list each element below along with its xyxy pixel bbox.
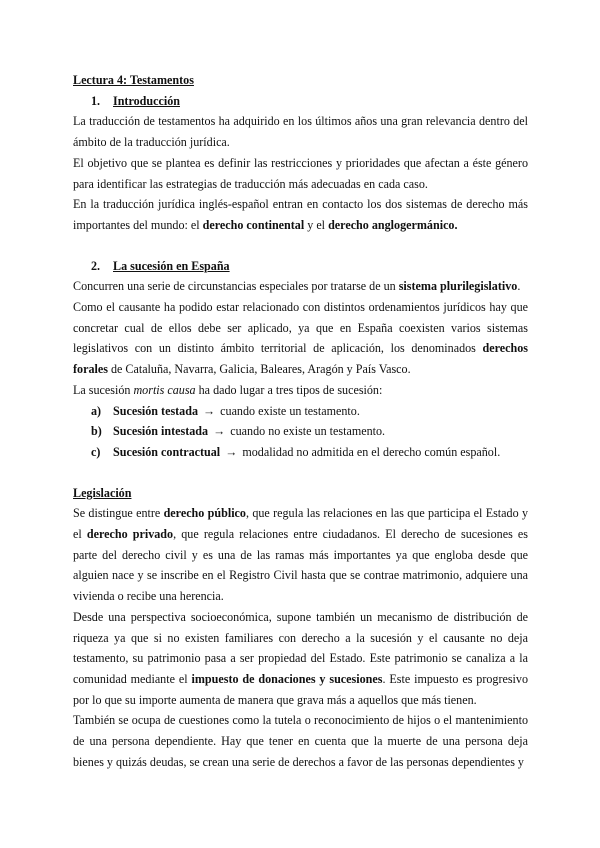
spacer xyxy=(73,236,528,256)
paragraph xyxy=(73,503,528,607)
bold-term: Sucesión intestada xyxy=(113,424,209,439)
section-number: 2. xyxy=(91,258,101,273)
section-title: La sucesión en España xyxy=(113,258,230,273)
paragraph xyxy=(73,297,528,380)
text-run: Concurren una serie de circunstancias especiales por tratarse de un xyxy=(73,279,399,294)
list-desc: modalidad no admitida en el derecho común español. xyxy=(239,444,501,459)
text-run: de Cataluña, Navarra, Galicia, Baleares, Aragón y País Vasco. xyxy=(107,362,411,377)
bold-term: Sucesión testada xyxy=(113,403,198,418)
section-number: 1. xyxy=(91,93,101,108)
section-heading-legislacion xyxy=(73,483,528,504)
succession-types-list xyxy=(73,401,528,463)
paragraph xyxy=(73,194,528,235)
list-item xyxy=(73,401,528,422)
section-heading-sucesion xyxy=(73,256,528,277)
paragraph: El objetivo que se plantea es definir las restricciones y prioridades que afectan a éste género para identificar las estrategias de traducción más adecuadas en cada caso. xyxy=(73,155,528,191)
text-run: . Este impuesto es progresivo por lo que su importe aumenta de manera que grava más a aquellos que más tienen. xyxy=(73,671,529,707)
list-item xyxy=(73,421,528,442)
paragraph xyxy=(73,276,528,297)
paragraph xyxy=(73,607,528,711)
bold-term: sistema plurilegislativo xyxy=(398,279,518,294)
arrow-icon: → xyxy=(203,403,216,418)
list-label: b) xyxy=(91,424,102,439)
text-run: Desde una perspectiva socioeconómica, supone también un mecanismo de distribución de riqueza ya que si no existen familiares con derecho a la sucesión y el causante no deja testamento, su patrimonio pasa a ser propiedad del Estado. Este patrimonio se canaliza a la comunidad mediante el xyxy=(73,609,528,686)
list-label: c) xyxy=(91,444,101,459)
text-run: La sucesión xyxy=(73,382,134,397)
spacer xyxy=(73,463,528,483)
bold-term: derecho privado xyxy=(86,527,174,542)
bold-term: impuesto de donaciones y sucesiones xyxy=(191,671,383,686)
text-run: , que regula las relaciones en las que participa el Estado y el xyxy=(73,506,528,542)
list-item xyxy=(73,442,528,463)
bold-term: derecho continental xyxy=(202,217,305,232)
text-run: Como el causante ha podido estar relacionado con distintos ordenamientos jurídicos hay que concretar cual de ellos debe ser aplicado, ya que en España coexisten varios sistemas legislativos con un distinto ámbito territorial de aplicación, los denominados xyxy=(73,300,528,356)
bold-term: derecho público xyxy=(163,506,246,521)
paragraph: También se ocupa de cuestiones como la tutela o reconocimiento de hijos o el mantenimiento de una persona dependiente. Hay que tener en cuenta que la muerte de una persona deja bienes y quizás deudas, se crean una serie de derechos a favor de las personas dependientes y xyxy=(73,713,528,769)
list-desc: cuando existe un testamento. xyxy=(217,403,360,418)
bold-term: Sucesión contractual xyxy=(113,444,221,459)
arrow-icon: → xyxy=(225,444,238,459)
title-text: Lectura 4: Testamentos xyxy=(73,73,194,87)
text-run: Se distingue entre xyxy=(73,506,164,521)
list-label: a) xyxy=(91,403,102,418)
arrow-icon: → xyxy=(213,424,226,439)
text-run: , que regula relaciones entre ciudadanos. El derecho de sucesiones es parte del derecho civil y es una de las ramas más importantes ya que engloba desde que alguien nace y se inscribe en el Registro Civil hasta que se contrae matrimonio, adquiere una vivienda o recibe una herencia. xyxy=(73,527,528,604)
bold-term: derechos forales xyxy=(73,341,528,377)
italic-term: mortis causa xyxy=(133,382,196,397)
bold-term: derecho anglogermánico. xyxy=(328,217,458,232)
section-title: Introducción xyxy=(113,93,180,108)
section-title: Legislación xyxy=(73,485,132,500)
text-run: y el xyxy=(304,217,329,232)
document-title xyxy=(73,70,528,91)
text-run: . xyxy=(517,279,521,294)
paragraph xyxy=(73,380,528,401)
paragraph: La traducción de testamentos ha adquirido en los últimos años una gran relevancia dentro del ámbito de la traducción jurídica. xyxy=(73,114,528,150)
section-heading-introduccion xyxy=(73,91,528,112)
text-run: En la traducción jurídica inglés-español entran en contacto los dos sistemas de derecho más importantes del mundo: el xyxy=(73,197,528,232)
text-run: ha dado lugar a tres tipos de sucesión: xyxy=(195,382,383,397)
list-desc: cuando no existe un testamento. xyxy=(227,424,386,439)
